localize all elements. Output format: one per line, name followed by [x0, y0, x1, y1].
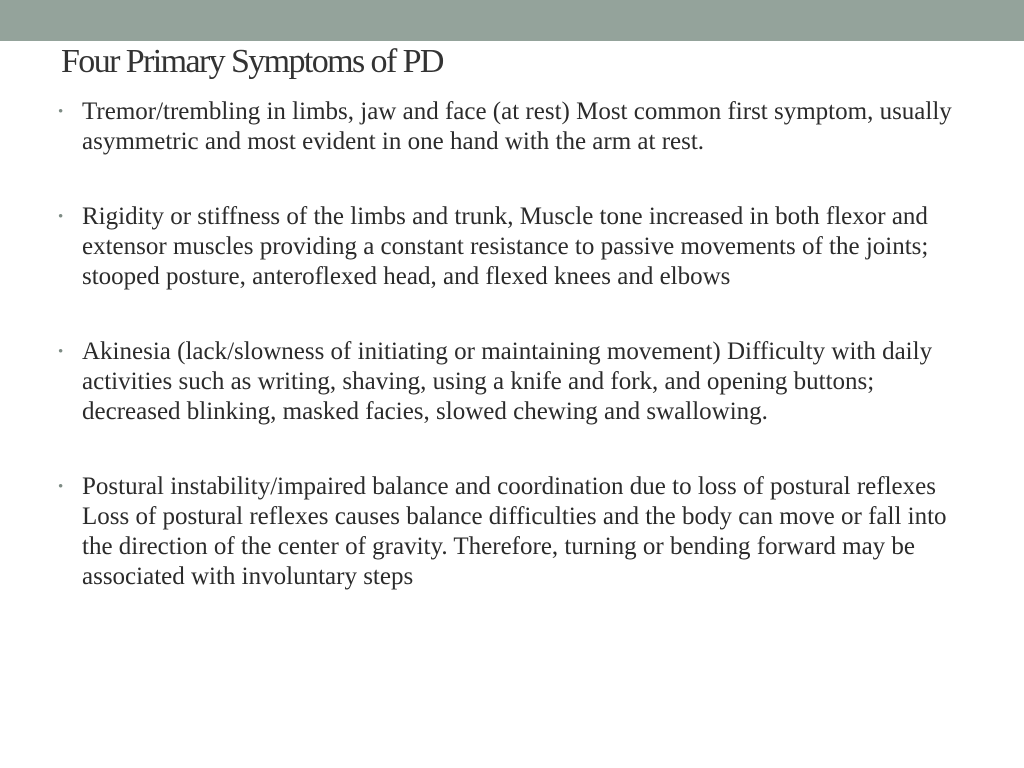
symptom-text: Tremor/trembling in limbs, jaw and face (at rest) Most common first symptom, usually asymmetric and most evident in one hand with the arm at rest.: [82, 98, 952, 155]
symptom-text: Rigidity or stiffness of the limbs and trunk, Muscle tone increased in both flexor and extensor muscles providing a constant resistance to passive movements of the joints; stooped posture, anteroflexed head, and flexed knees and elbows: [82, 203, 929, 290]
symptom-akinesia: [58, 337, 970, 427]
symptom-rigidity: [58, 202, 970, 292]
symptom-list: [58, 97, 970, 592]
bullet-icon: •: [58, 479, 64, 495]
symptom-postural-instability: [58, 472, 970, 592]
bullet-icon: •: [58, 209, 64, 225]
bullet-icon: •: [58, 104, 64, 120]
header-band: [0, 0, 1024, 41]
symptom-tremor: [58, 97, 970, 157]
slide-title: Four Primary Symptoms of PD: [61, 43, 443, 80]
bullet-icon: •: [58, 344, 64, 360]
symptom-text: Akinesia (lack/slowness of initiating or maintaining movement) Difficulty with daily activities such as writing, shaving, using a knife and fork, and opening buttons; decreased blinking, masked facies, slowed chewing and swallowing.: [82, 338, 933, 425]
symptom-text: Postural instability/impaired balance and coordination due to loss of postural reflexes Loss of postural reflexes causes balance difficulties and the body can move or fall into the direction of the center of gravity. Therefore, turning or bending forward may be associated with involuntary steps: [82, 473, 947, 590]
